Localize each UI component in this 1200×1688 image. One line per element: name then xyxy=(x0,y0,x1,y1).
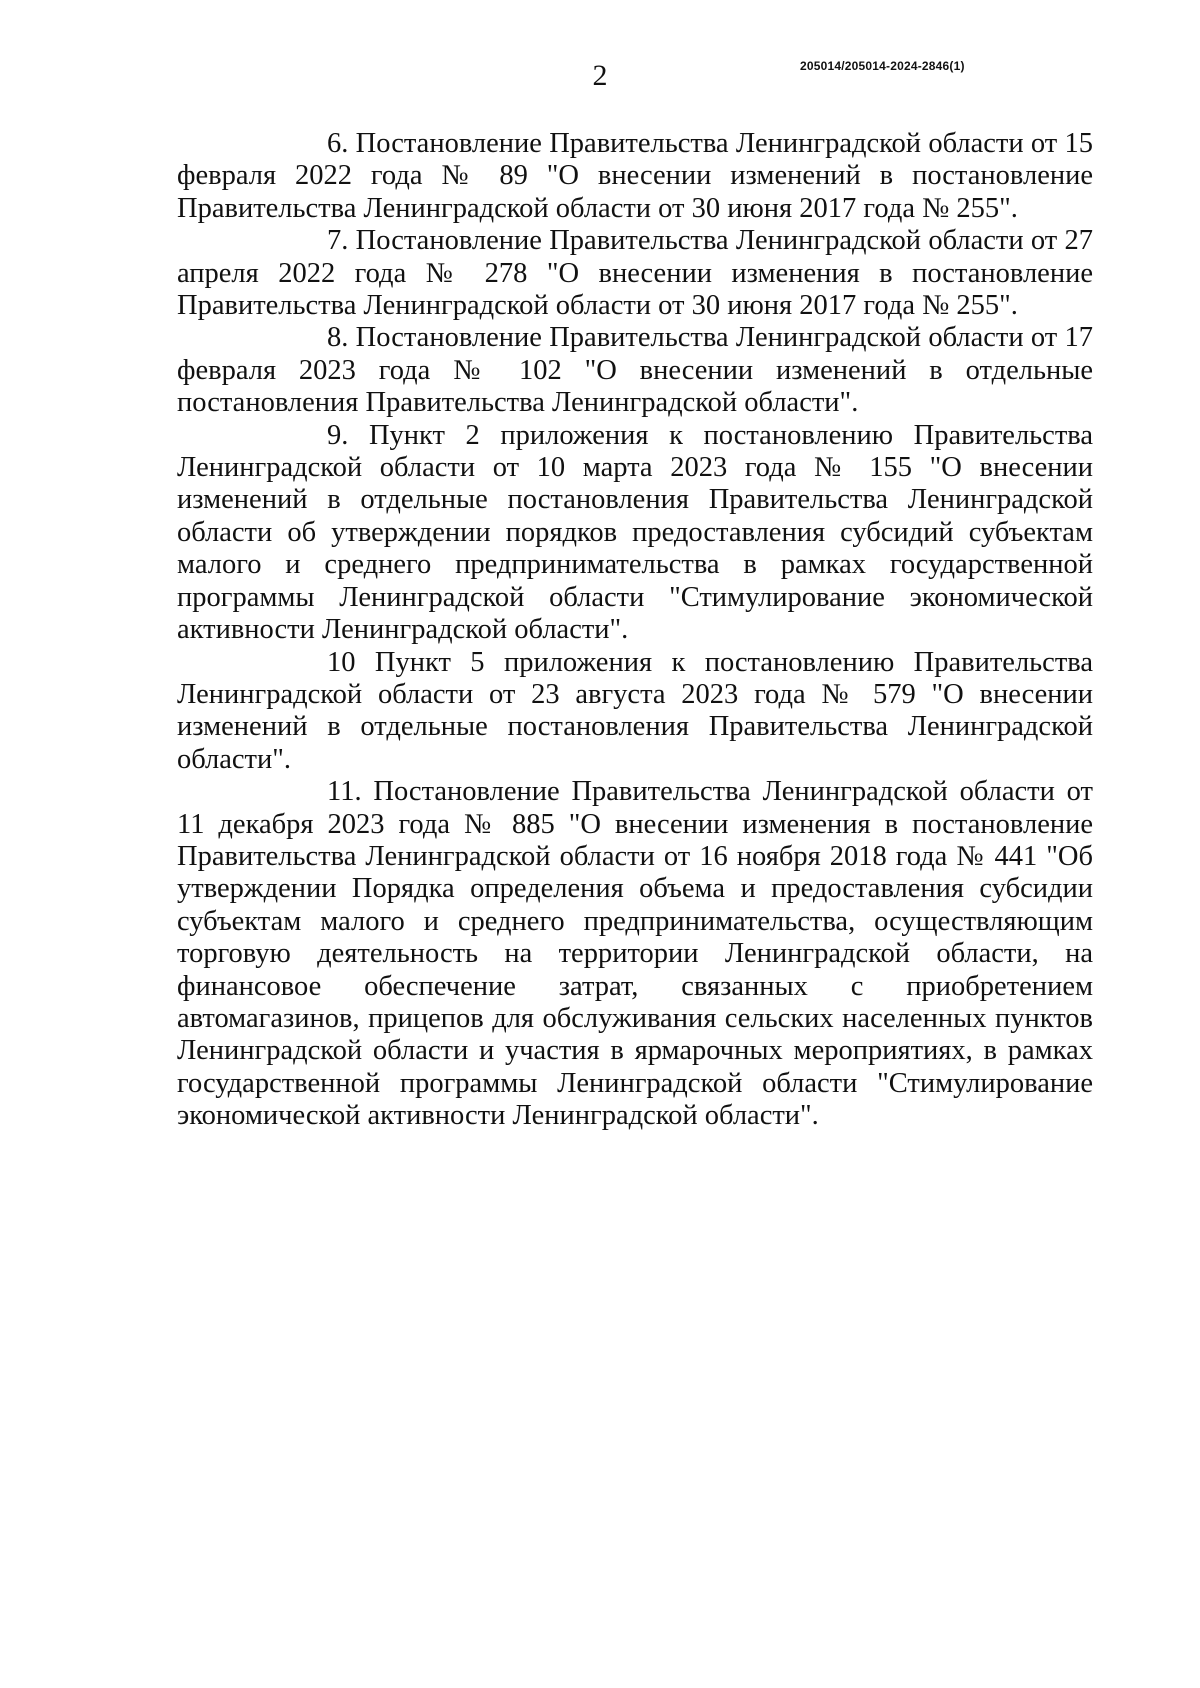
item-text: Постановление Правительства Ленинградской области от 17 февраля 2023 года № 102 "О внесении изменений в отдельные постановления Правительства Ленинградской области". xyxy=(177,322,1093,419)
item-number: 6. xyxy=(327,128,349,159)
list-item xyxy=(177,647,1093,777)
item-text: Пункт 2 приложения к постановлению Правительства Ленинградской области от 10 марта 2023 года № 155 "О внесении изменений в отдельные постановления Правительства Ленинградской области об утверждении порядков предоставления субсидий субъектам малого и среднего предпринимательства в рамках государственной программы Ленинградской области "Стимулирование экономической активности Ленинградской области". xyxy=(177,419,1093,646)
item-number: 9. xyxy=(327,419,349,451)
item-number: 11. xyxy=(327,776,362,808)
document-body xyxy=(177,128,1093,1133)
item-number: 7. xyxy=(327,225,349,257)
list-item xyxy=(177,128,1093,225)
item-text: Постановление Правительства Ленинградской области от 11 декабря 2023 года № 885 "О внесении изменения в постановление Правительства Ленинградской области от 16 ноября 2018 года № 441 "Об утверждении Порядка определения объема и предоставления субсидии субъектам малого и среднего предпринимательства, осуществляющим торговую деятельность на территории Ленинградской области, на финансовое обеспечение затрат, связанных с приобретением автомагазинов, прицепов для обслуживания сельских населенных пунктов Ленинградской области и участия в ярмарочных мероприятиях, в рамках государственной программы Ленинградской области "Стимулирование экономической активности Ленинградской области". xyxy=(177,776,1093,1132)
list-item xyxy=(177,225,1093,322)
page-number: 2 xyxy=(592,59,608,92)
item-text: Постановление Правительства Ленинградской области от 15 февраля 2022 года № 89 "О внесении изменений в постановление Правительства Ленинградской области от 30 июня 2017 года № 255". xyxy=(177,128,1093,224)
item-number: 8. xyxy=(327,322,349,354)
item-text: Постановление Правительства Ленинградской области от 27 апреля 2022 года № 278 "О внесении изменения в постановление Правительства Ленинградской области от 30 июня 2017 года № 255". xyxy=(177,225,1093,322)
list-item xyxy=(177,322,1093,419)
item-text: Пункт 5 приложения к постановлению Правительства Ленинградской области от 23 августа 2023 года № 579 "О внесении изменений в отдельные постановления Правительства Ленинградской области". xyxy=(177,646,1093,775)
item-number: 10 xyxy=(327,646,356,678)
list-item xyxy=(177,420,1093,647)
list-item xyxy=(177,776,1093,1132)
document-code: 205014/205014-2024-2846(1) xyxy=(800,59,965,73)
